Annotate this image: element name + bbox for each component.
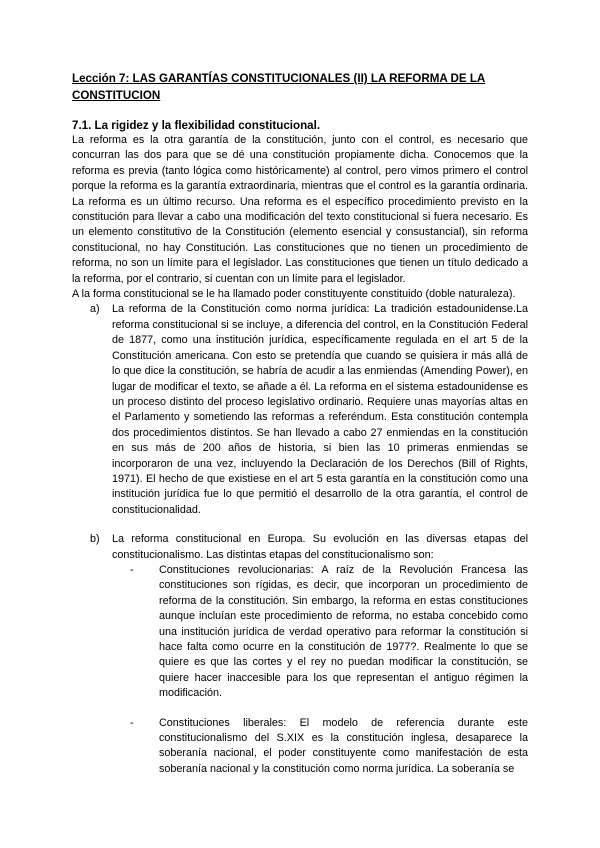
list-item-a-text: La reforma de la Constitución como norma jurídica: La tradición estadounidense.La reforma constitucional si se incluye, a diferencia del control, en la Constitución Federal de 1877, como una institución jurídica, específicamente regulada en el art 5 de la Constitución americana. Con esto se pretendía que cuando se quisiera ir más allá de lo que dice la constitución, se habría de acudir a las enmiendas (Amending Power), en lugar de modificar el texto, se añade a él. La reforma en el sistema estadounidense es un proceso distinto del proceso legislativo ordinario. Requiere unas mayorías altas en el Parlamento y sometiendo las reformas a referéndum. Esta constitución contempla dos procedimientos distintos. Se han llevado a cabo 27 enmiendas en la constitución en sus más de 200 años de historia, si bien las 10 primeras enmiendas se incorporaron de una vez, incluyendo la Declaración de los Derechos (Bill of Rights, 1971). El hecho de que existiese en el art 5 esta garantía en la constitución como una institución jurídica fue lo que permitió el desarrollo de la otra garantía, el control de constitucionalidad. [112,303,528,516]
sub-item-dash: - [130,716,134,729]
list-item-b-text: La reforma constitucional en Europa. Su evolución en las diversas etapas del constitucionalismo. Las distintas etapas del constitucionalismo son: [112,533,528,561]
list-item-b-label: b) [90,533,100,546]
sub-item-text: Constituciones revolucionarias: A raíz de la Revolución Francesa las constituciones son rígidas, es decir, que incorporan un procedimiento de reforma de la constitución. Sin embargo, la reforma en estas constituciones aunque incluían este procedimiento de reforma, no estaba concebido como una institución jurídica de verdad operativo para reformar la constitución si hace falta como ocurre en la constitución de 1977?. Realmente lo que se quiere es que las cortes y el rey no puedan modificar la constitución, se quiere hacer inaccesible para los que representan el antiguo régimen la modificación. [159,563,528,700]
sub-item-revolucionarias [112,563,528,702]
document-page [72,70,528,777]
lesson-title: Lección 7: LAS GARANTÍAS CONSTITUCIONALES (II) LA REFORMA DE LA CONSTITUCION [72,72,486,102]
intro-paragraph: La reforma es la otra garantía de la constitución, junto con el control, es necesario que concurran las dos para que se dé una constitución propiamente dicha. Conocemos que la reforma es previa (tanto lógica como históricamente) al control, pero vimos primero el control porque la reforma es la garantía extraordinaria, mientras que el control es la garantía ordinaria. La reforma es un último recurso. Una reforma es el específico procedimiento previsto en la constitución para llevar a cabo una modificación del texto constitucional si fuera necesario. Es un elemento constitutivo de la Constitución (elemento esencial y consustancial), sin reforma constitucional, no hay Constitución. Las constituciones que no tienen un procedimiento de reforma, no son un límite para el legislador. Las constituciones que tienen un título dedicado a la reforma, por el contrario, si cuentan con un límite para el legislador. [72,134,528,285]
sub-item-liberales [112,716,528,778]
list-item-b [72,532,528,563]
list-item-a [72,302,528,518]
section-heading: 7.1. La rigidez y la flexibilidad constitucional. [72,119,321,132]
list-item-a-label: a) [90,303,100,316]
sub-item-text: Constituciones liberales: El modelo de referencia durante este constitucionalismo del S.XIX es la constitución inglesa, desaparece la soberanía nacional, el poder constituyente como manifestación de esta soberanía nacional y la constitución como norma jurídica. La soberanía se [159,716,528,775]
sub-item-dash: - [130,563,134,576]
second-paragraph: A la forma constitucional se le ha llamado poder constituyente constituido (doble naturaleza). [72,288,516,301]
